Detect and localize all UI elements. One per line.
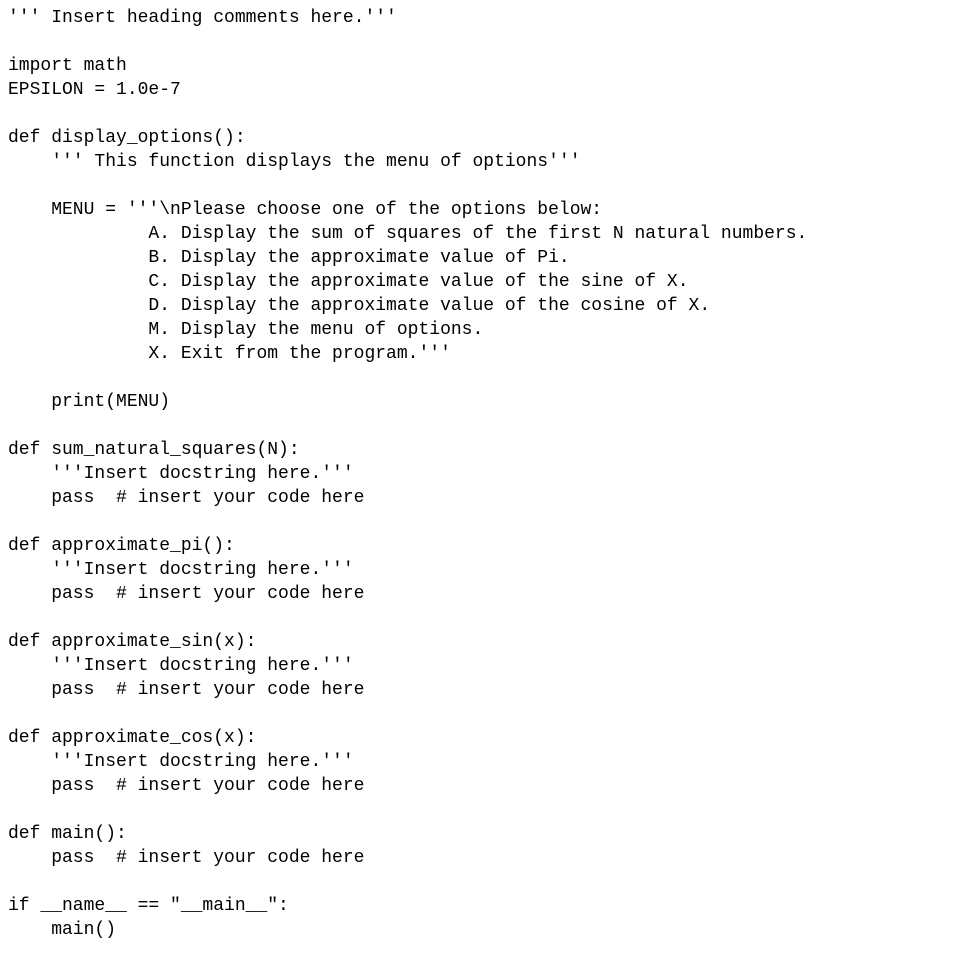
code-line bbox=[8, 870, 958, 894]
code-line: main() bbox=[8, 920, 117, 940]
code-line: C. Display the approximate value of the sine of X. bbox=[8, 272, 689, 292]
code-line: ''' This function displays the menu of options''' bbox=[8, 152, 581, 172]
code-line: EPSILON = 1.0e-7 bbox=[8, 80, 181, 100]
code-line bbox=[8, 366, 958, 390]
code-line bbox=[8, 702, 958, 726]
code-line bbox=[8, 30, 958, 54]
code-line: def main(): bbox=[8, 824, 127, 844]
code-line: import math bbox=[8, 56, 127, 76]
code-line bbox=[8, 510, 958, 534]
code-line: pass # insert your code here bbox=[8, 848, 365, 868]
code-line: '''Insert docstring here.''' bbox=[8, 560, 354, 580]
code-line: D. Display the approximate value of the cosine of X. bbox=[8, 296, 711, 316]
code-line: pass # insert your code here bbox=[8, 776, 365, 796]
code-line: X. Exit from the program.''' bbox=[8, 344, 451, 364]
code-line bbox=[8, 102, 958, 126]
code-line: '''Insert docstring here.''' bbox=[8, 464, 354, 484]
code-line: ''' Insert heading comments here.''' bbox=[8, 8, 397, 28]
code-line: '''Insert docstring here.''' bbox=[8, 752, 354, 772]
code-line: pass # insert your code here bbox=[8, 488, 365, 508]
code-line: M. Display the menu of options. bbox=[8, 320, 484, 340]
code-line: A. Display the sum of squares of the first N natural numbers. bbox=[8, 224, 808, 244]
code-line: def approximate_pi(): bbox=[8, 536, 235, 556]
code-line bbox=[8, 798, 958, 822]
code-line: def approximate_sin(x): bbox=[8, 632, 257, 652]
code-line bbox=[8, 606, 958, 630]
code-line: B. Display the approximate value of Pi. bbox=[8, 248, 570, 268]
code-line: def display_options(): bbox=[8, 128, 246, 148]
code-line: MENU = '''\nPlease choose one of the options below: bbox=[8, 200, 603, 220]
code-line: def approximate_cos(x): bbox=[8, 728, 257, 748]
code-line bbox=[8, 174, 958, 198]
code-listing bbox=[8, 6, 958, 942]
code-line: pass # insert your code here bbox=[8, 680, 365, 700]
code-line: pass # insert your code here bbox=[8, 584, 365, 604]
code-line: print(MENU) bbox=[8, 392, 171, 412]
code-line: def sum_natural_squares(N): bbox=[8, 440, 300, 460]
code-line bbox=[8, 414, 958, 438]
code-line: '''Insert docstring here.''' bbox=[8, 656, 354, 676]
code-line: if __name__ == "__main__": bbox=[8, 896, 289, 916]
